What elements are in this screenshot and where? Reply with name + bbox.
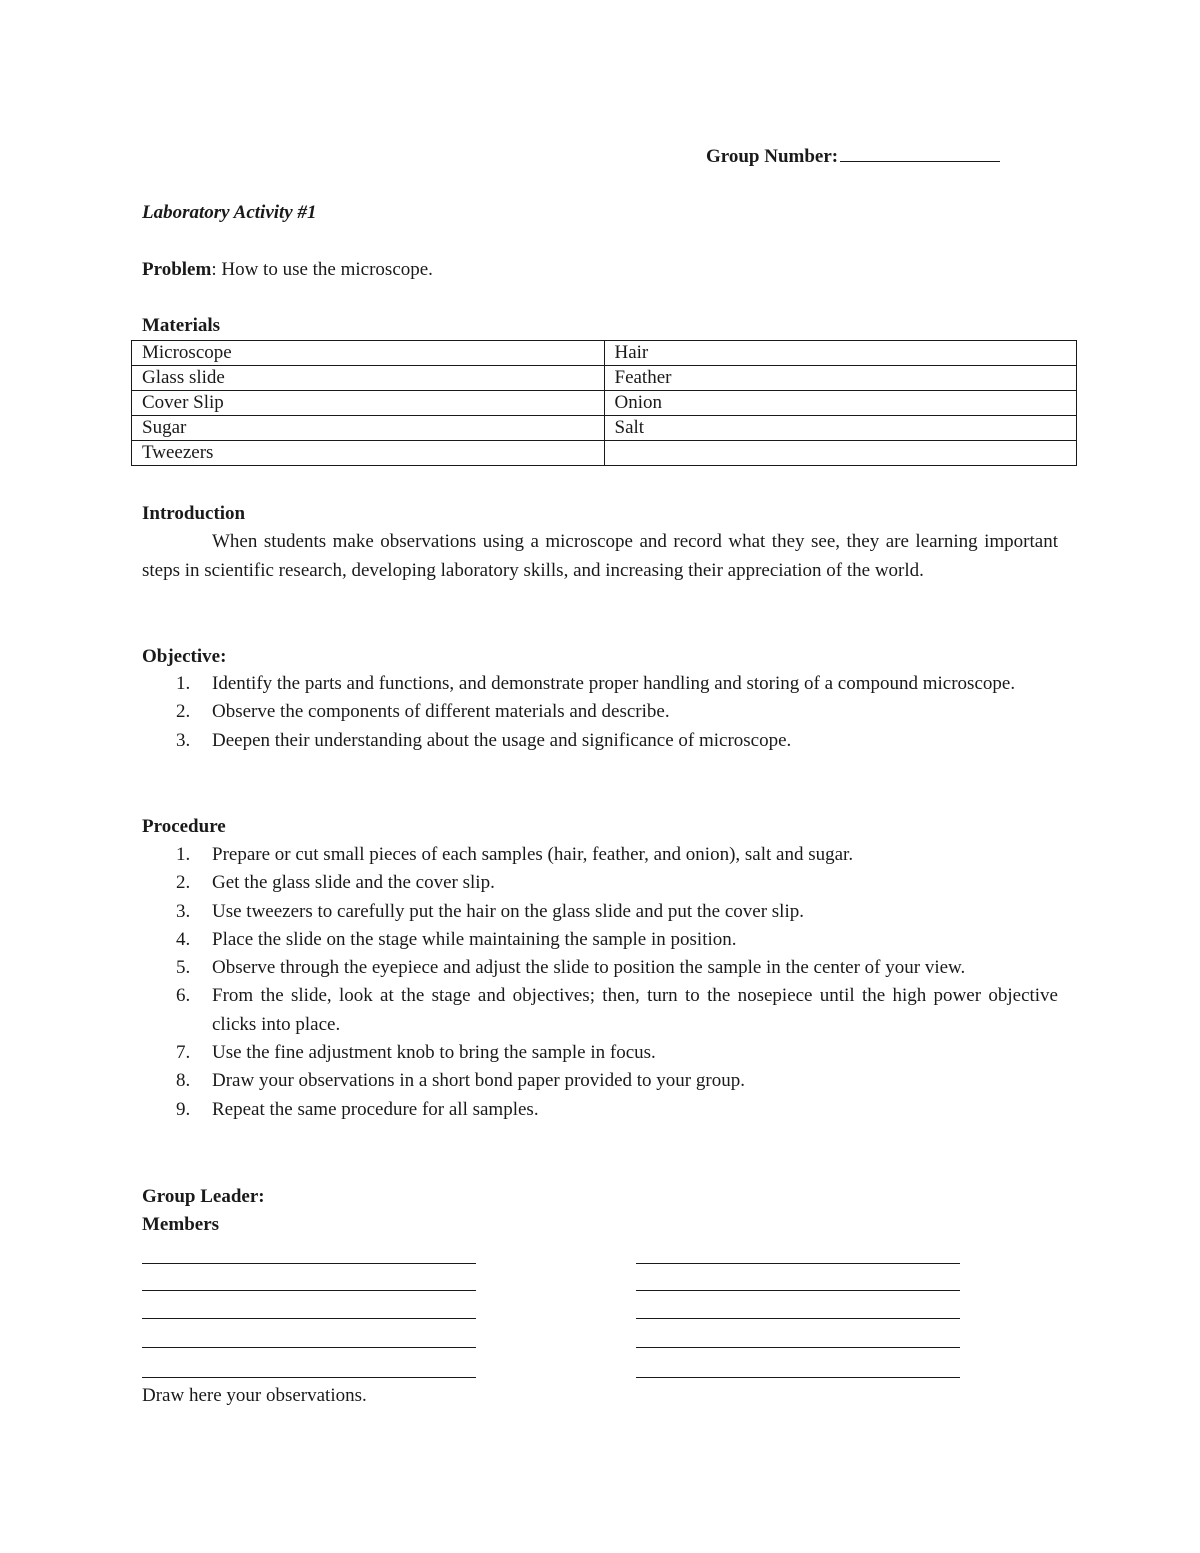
objective-list (142, 670, 1058, 755)
problem-label: Problem (142, 259, 212, 280)
member-signature-line[interactable] (142, 1263, 476, 1264)
table-cell: Microscope (132, 341, 605, 366)
list-item: 2. Get the glass slide and the cover slip. (176, 872, 495, 894)
table-cell: Feather (604, 366, 1077, 391)
member-signature-line[interactable] (636, 1263, 960, 1264)
member-signature-line[interactable] (636, 1318, 960, 1319)
members-label: Members (142, 1214, 220, 1235)
list-item: 1. Prepare or cut small pieces of each samples (hair, feather, and onion), salt and sugar. (176, 844, 854, 865)
introduction-paragraph (142, 527, 1058, 585)
table-row (132, 441, 1077, 466)
member-signature-line[interactable] (142, 1318, 476, 1319)
table-cell: Hair (604, 341, 1077, 366)
list-item: 3. Deepen their understanding about the usage and significance of microscope. (176, 729, 792, 751)
table-cell: Salt (604, 416, 1077, 441)
table-cell: Sugar (132, 416, 605, 441)
group-leader-label: Group Leader: (142, 1186, 265, 1207)
problem-line (142, 259, 433, 281)
member-signature-line[interactable] (636, 1290, 960, 1291)
table-row (132, 366, 1077, 391)
problem-text: : How to use the microscope. (211, 259, 433, 280)
table-row (132, 416, 1077, 441)
materials-table (131, 340, 1077, 466)
activity-title: Laboratory Activity #1 (142, 202, 317, 223)
list-item: 9. Repeat the same procedure for all samples. (176, 1098, 539, 1120)
objective-heading: Objective: (142, 646, 227, 667)
member-signature-line[interactable] (142, 1377, 476, 1378)
table-cell: Onion (604, 391, 1077, 416)
group-number-field (706, 143, 1000, 168)
list-item: 8. Draw your observations in a short bond paper provided to your group. (176, 1070, 745, 1092)
procedure-heading: Procedure (142, 816, 226, 837)
table-row (132, 341, 1077, 366)
group-number-label: Group Number: (706, 146, 839, 167)
list-item: 4. Place the slide on the stage while maintaining the sample in position. (176, 928, 737, 950)
member-signature-line[interactable] (142, 1347, 476, 1348)
procedure-list (142, 841, 1058, 1124)
table-cell: Cover Slip (132, 391, 605, 416)
member-signature-line[interactable] (142, 1290, 476, 1291)
table-cell: Glass slide (132, 366, 605, 391)
member-signature-line[interactable] (636, 1347, 960, 1348)
table-cell: Tweezers (132, 441, 605, 466)
list-item: 1. Identify the parts and functions, and demonstrate proper handling and storing of a compound microscope. (176, 673, 1016, 694)
introduction-text: When students make observations using a microscope and record what they see, they are learning important steps in scientific research, developing laboratory skills, and increasing their appreciation of the world. (142, 531, 1058, 581)
table-row (132, 391, 1077, 416)
list-item: 6. From the slide, look at the stage and objectives; then, turn to the nosepiece until the high power objective clicks into place. (176, 985, 1058, 1035)
list-item: 5. Observe through the eyepiece and adjust the slide to position the sample in the center of your view. (176, 957, 966, 979)
list-item: 3. Use tweezers to carefully put the hair on the glass slide and put the cover slip. (176, 900, 804, 922)
member-signature-line[interactable] (636, 1377, 960, 1378)
observation-instruction: Draw here your observations. (142, 1385, 367, 1406)
table-cell (604, 441, 1077, 466)
list-item: 7. Use the fine adjustment knob to bring the sample in focus. (176, 1042, 656, 1064)
introduction-heading: Introduction (142, 503, 246, 524)
materials-heading: Materials (142, 315, 221, 336)
list-item: 2. Observe the components of different materials and describe. (176, 701, 670, 723)
group-number-blank[interactable] (840, 143, 1000, 162)
